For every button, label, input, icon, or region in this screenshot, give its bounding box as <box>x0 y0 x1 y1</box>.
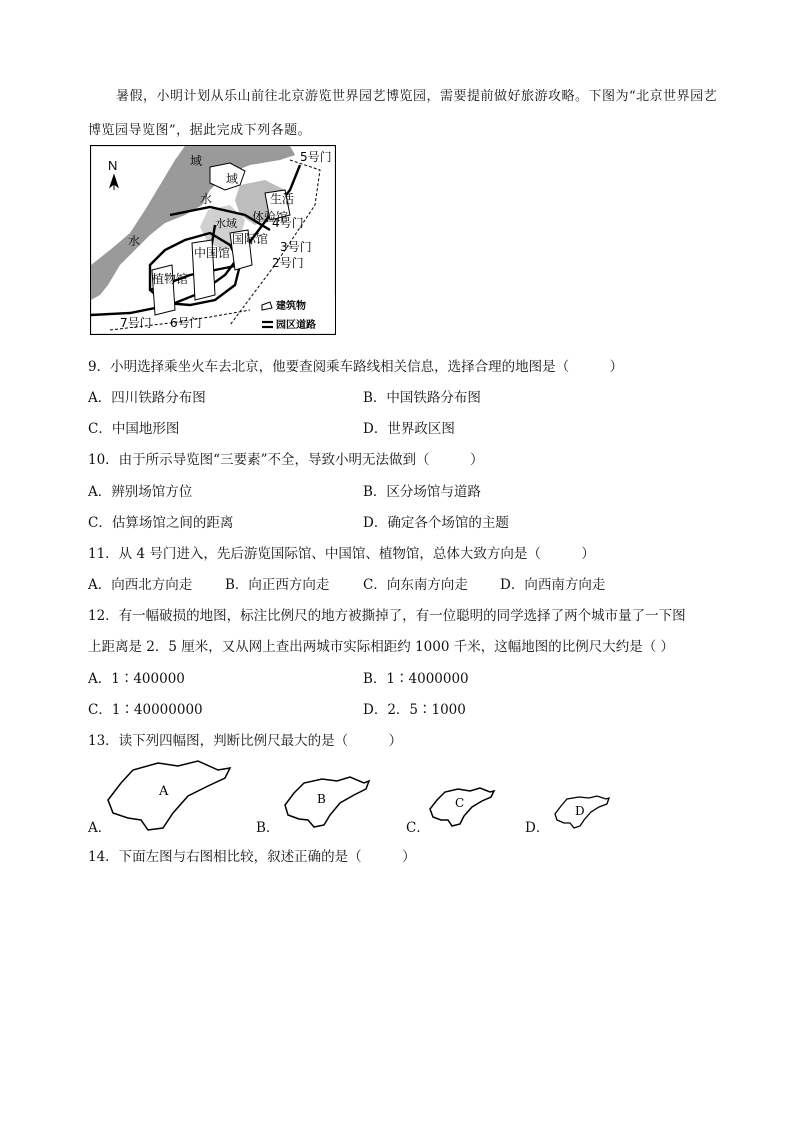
q10-option-d[interactable]: D．确定各个场馆的主题 <box>363 515 509 531</box>
svg-text:建筑物: 建筑物 <box>276 301 306 312</box>
q12-option-b[interactable]: B．1∶4000000 <box>363 671 469 687</box>
svg-text:7号门: 7号门 <box>120 316 152 330</box>
svg-text:C: C <box>455 796 465 810</box>
question-12-stem-line1: 12．有一幅破损的地图，标注比例尺的地方被撕掉了，有一位聪明的同学选择了两个城市量了一下图 <box>88 608 686 624</box>
q11-option-a[interactable]: A．向西北方向走 <box>88 577 193 593</box>
svg-text:水: 水 <box>200 192 213 206</box>
svg-text:2号门: 2号门 <box>272 256 304 270</box>
q13-option-c[interactable]: C． <box>406 820 430 836</box>
svg-text:B: B <box>317 792 326 806</box>
svg-text:4号门: 4号门 <box>272 216 304 230</box>
q11-option-c[interactable]: C．向东南方向走 <box>363 577 468 593</box>
intro-paragraph: 暑假，小明计划从乐山前往北京游览世界园艺博览园，需要提前做好旅游攻略。下图为“北京世界园艺博览园导览图”，据此完成下列各题。 <box>88 89 718 138</box>
svg-text:域: 域 <box>226 172 239 186</box>
svg-text:域: 域 <box>190 154 203 168</box>
svg-text:国际馆: 国际馆 <box>232 232 269 246</box>
question-9-stem: 9．小明选择乘坐火车去北京，他要查阅乘车路线相关信息，选择合理的地图是（ ） <box>88 359 624 375</box>
q11-option-d[interactable]: D．向西南方向走 <box>500 577 606 593</box>
q13-option-d[interactable]: D． <box>525 820 550 836</box>
q10-option-c[interactable]: C．估算场馆之间的距离 <box>88 515 234 531</box>
svg-text:5号门: 5号门 <box>300 150 332 164</box>
q9-option-d[interactable]: D．世界政区图 <box>363 421 455 437</box>
q13-shape-d <box>553 794 611 830</box>
q11-option-b[interactable]: B．向正西方向走 <box>225 577 330 593</box>
q10-option-b[interactable]: B．区分场馆与道路 <box>363 484 481 500</box>
q13-shape-a <box>103 758 233 833</box>
map-legend <box>258 295 335 333</box>
svg-text:D: D <box>575 804 585 818</box>
svg-text:水: 水 <box>128 234 141 248</box>
q9-option-c[interactable]: C．中国地形图 <box>88 421 180 437</box>
q12-option-c[interactable]: C．1∶40000000 <box>88 702 203 718</box>
svg-text:植物馆: 植物馆 <box>152 272 189 286</box>
svg-text:园区道路: 园区道路 <box>276 320 316 331</box>
question-13-stem: 13．读下列四幅图，判断比例尺最大的是（ ） <box>88 733 403 749</box>
question-10-stem: 10．由于所示导览图“三要素”不全，导致小明无法做到（ ） <box>88 452 484 468</box>
north-label: N <box>108 158 118 173</box>
q13-option-a[interactable]: A． <box>88 820 112 836</box>
svg-text:3号门: 3号门 <box>280 240 312 254</box>
svg-text:水域: 水域 <box>215 217 237 230</box>
svg-text:A: A <box>159 784 169 799</box>
q12-option-d[interactable]: D．2．5∶1000 <box>363 702 466 718</box>
expo-park-map <box>90 145 336 335</box>
question-12-stem-line2: 上距离是 2．5 厘米，又从网上查出两城市实际相距约 1000 千米，这幅地图的比例尺大约是（ ） <box>88 639 674 655</box>
q10-option-a[interactable]: A．辨别场馆方位 <box>88 484 193 500</box>
svg-text:生活: 生活 <box>270 192 295 206</box>
q13-shape-c <box>428 786 496 828</box>
q13-shape-b <box>282 775 372 830</box>
q12-option-a[interactable]: A．1∶400000 <box>88 671 185 687</box>
svg-text:中国馆: 中国馆 <box>194 246 231 260</box>
question-11-stem: 11．从 4 号门进入，先后游览国际馆、中国馆、植物馆，总体大致方向是（ ） <box>88 546 595 562</box>
q9-option-b[interactable]: B．中国铁路分布图 <box>363 390 481 406</box>
svg-text:体验馆: 体验馆 <box>252 210 289 224</box>
svg-text:6号门: 6号门 <box>170 316 202 330</box>
q13-option-b[interactable]: B． <box>256 820 280 836</box>
q9-option-a[interactable]: A．四川铁路分布图 <box>88 390 206 406</box>
question-14-stem: 14．下面左图与右图相比较，叙述正确的是（ ） <box>88 849 416 865</box>
